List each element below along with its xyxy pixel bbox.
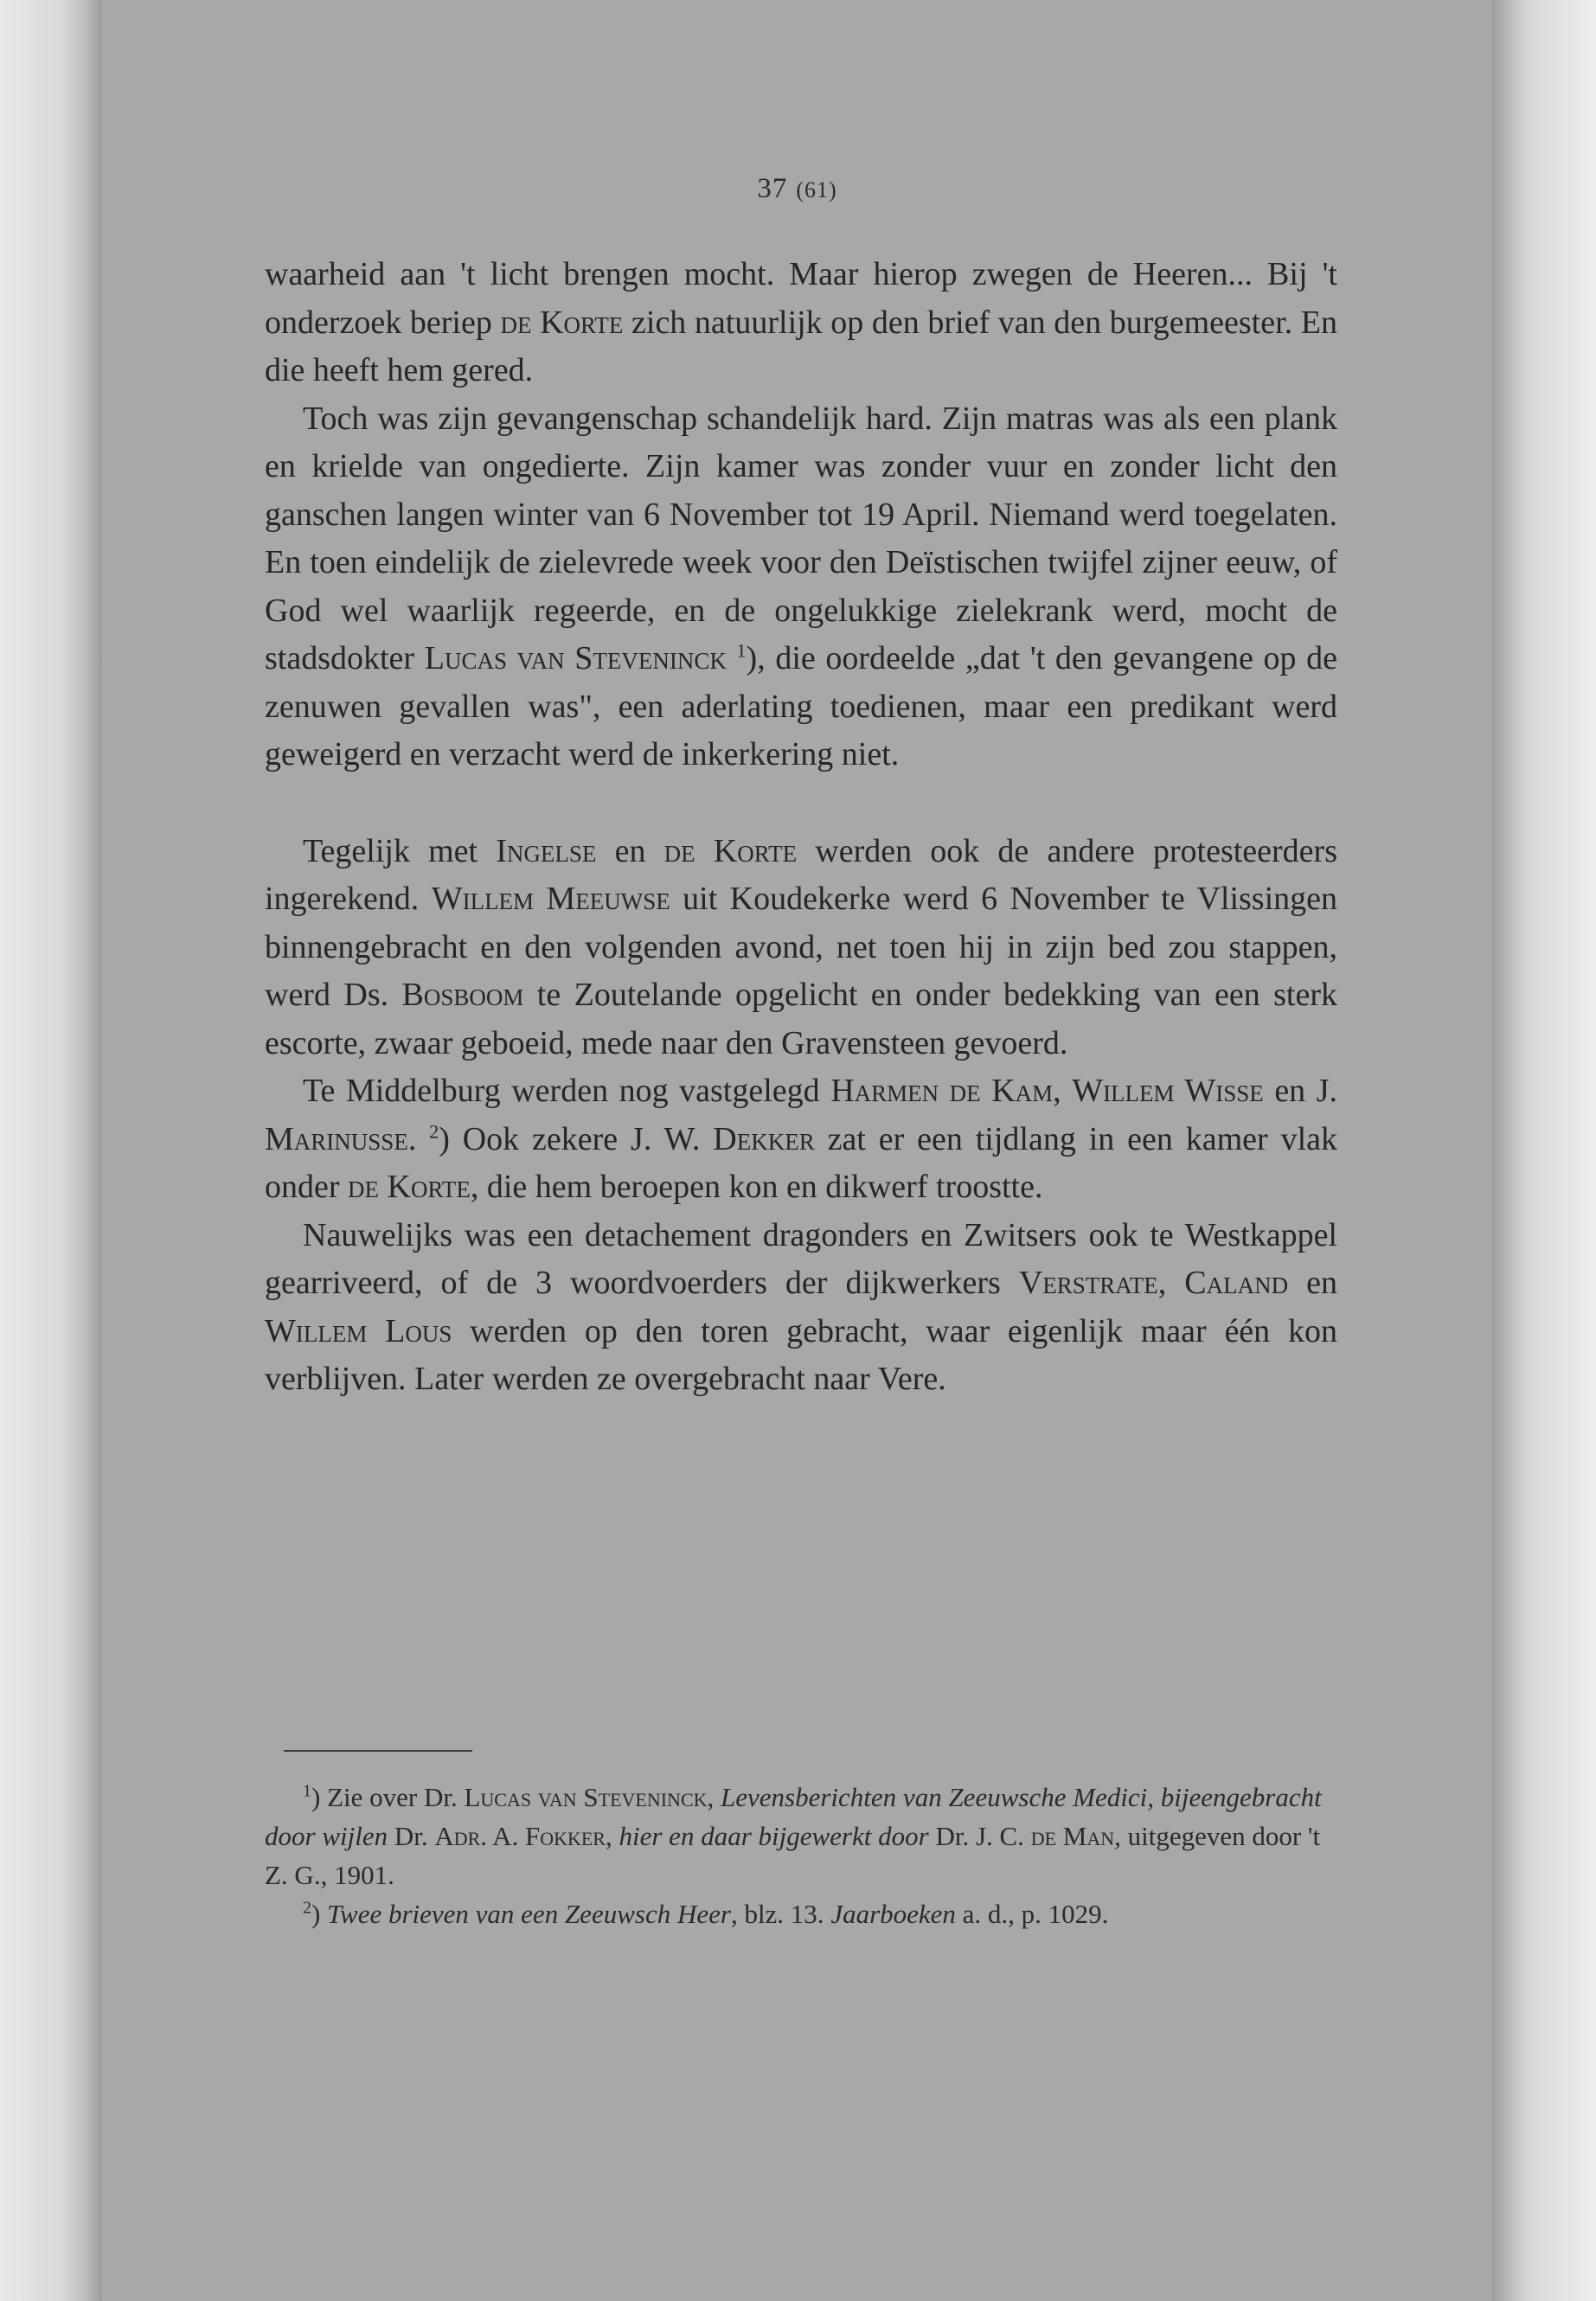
name-lucas-van-steveninck: Lucas van Steveninck (424, 640, 727, 676)
footnote-1: $^1$) Zie over Dr. Lucas van Steveninck, Levensberichten van Zeeuwsche Medici, bijeengebracht door wijlen Dr. Adr. A. Fokker, hier en daar bijgewerkt door Dr. J. C. de Man, uitgegeven door 't Z. G., 1901. (265, 1781, 1322, 1890)
page-number-main: 37 (757, 173, 788, 204)
scan-left-margin (0, 0, 102, 2301)
footnote-separator (284, 1750, 472, 1752)
page-number (102, 173, 1492, 205)
book-page (102, 0, 1492, 2301)
footnote-ref-2: 2 (429, 1119, 439, 1142)
footnotes (265, 1778, 1337, 1933)
footnote-ref-1: 1 (736, 639, 747, 662)
paragraph-5: Nauwelijks was een detachement dragonders en Zwitsers ook te Westkappel gearriveerd, of de 3 woordvoerders der dijkwerkers Verstrate, Caland en Willem Lous werden op den toren gebracht, waar eigenlijk maar één kon verblijven. Later werden ze overgebracht naar Vere. (265, 1216, 1337, 1397)
name-de-korte: de Korte (500, 304, 624, 341)
footnote-2: $^2$) Twee brieven van een Zeeuwsch Heer, blz. 13. Jaarboeken a. d., p. 1029. (303, 1898, 1109, 1929)
paragraph-4: Te Middelburg werden nog vastgelegd Harmen de Kam, Willem Wisse en J. Marinusse. $^2$) Ook zekere J. W. Dekker zat er een tijdlang in een kamer vlak onder de Korte, die hem beroepen kon en dikwerf troostte. (265, 1073, 1338, 1205)
section-gap (265, 779, 1337, 828)
paragraph-3: Tegelijk met Ingelse en de Korte werden ook de andere protesteerders ingerekend. Willem Meeuwse uit Koudekerke werd 6 November te Vlissingen binnengebracht en den volgenden avond, net toen hij in zijn bed zou stappen, werd Ds. Bosboom te Zoutelande opgelicht en onder bedekking van een sterk escorte, zwaar geboeid, mede naar den Gravensteen gevoerd. (265, 832, 1337, 1061)
paragraph-2: Toch was zijn gevangenschap schandelijk hard. Zijn matras was als een plank en krielde van ongedierte. Zijn kamer was zonder vuur en zonder licht den ganschen langen winter van 6 November tot 19 April. Niemand werd toegelaten. En toen eindelijk de zielevrede week voor den Deïstischen twijfel zijner eeuw, of God wel waarlijk regeerde, en de ongelukkige zielekrank werd, mocht de stadsdokter Lucas van Steveninck $^1$), die oordeelde „dat 't den gevangene op de zenuwen gevallen was", een aderlating toedienen, maar een predikant werd geweigerd en verzacht werd de inkerkering niet. (265, 400, 1338, 772)
scan-right-margin (1492, 0, 1596, 2301)
body-text (265, 251, 1337, 1404)
page-number-alt: (61) (796, 177, 837, 202)
paragraph-1: waarheid aan 't licht brengen mocht. Maar hierop zwegen de Heeren... Bij 't onderzoek beriep de Korte zich natuurlijk op den brief van den burgemeester. En die heeft hem gered. (265, 256, 1337, 388)
